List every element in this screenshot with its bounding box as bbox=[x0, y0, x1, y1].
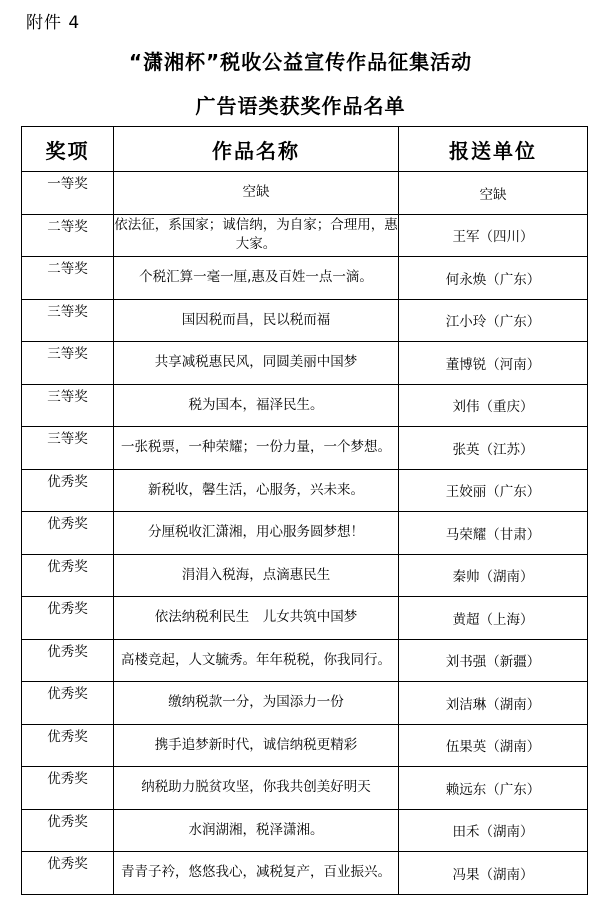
award-cell: 优秀奖 bbox=[22, 682, 114, 725]
award-cell: 二等奖 bbox=[22, 257, 114, 300]
table-row bbox=[22, 384, 588, 427]
table-row bbox=[22, 682, 588, 725]
unit-cell: 马荣耀（甘肃） bbox=[399, 512, 588, 555]
work-cell: 青青子衿，悠悠我心，减税复产，百业振兴。 bbox=[114, 852, 399, 895]
work-cell: 缴纳税款一分，为国添力一份 bbox=[114, 682, 399, 725]
work-cell: 国因税而昌，民以税而福 bbox=[114, 299, 399, 342]
work-cell: 依法纳税利民生 儿女共筑中国梦 bbox=[114, 597, 399, 640]
award-cell: 三等奖 bbox=[22, 342, 114, 385]
table-row bbox=[22, 469, 588, 512]
work-cell: 个税汇算一毫一厘,惠及百姓一点一滴。 bbox=[114, 257, 399, 300]
unit-cell: 赖远东（广东） bbox=[399, 767, 588, 810]
table-row bbox=[22, 427, 588, 470]
unit-cell: 江小玲（广东） bbox=[399, 299, 588, 342]
unit-cell: 黄超（上海） bbox=[399, 597, 588, 640]
table-row bbox=[22, 512, 588, 555]
table-row bbox=[22, 554, 588, 597]
table-header-row bbox=[22, 127, 588, 172]
header-award: 奖项 bbox=[22, 127, 114, 172]
table-row bbox=[22, 299, 588, 342]
table-row bbox=[22, 767, 588, 810]
award-cell: 一等奖 bbox=[22, 172, 114, 215]
work-cell: 纳税助力脱贫攻坚，你我共创美好明天 bbox=[114, 767, 399, 810]
award-cell: 优秀奖 bbox=[22, 597, 114, 640]
table-row bbox=[22, 257, 588, 300]
unit-cell: 刘伟（重庆） bbox=[399, 384, 588, 427]
unit-cell: 冯果（湖南） bbox=[399, 852, 588, 895]
table-row bbox=[22, 724, 588, 767]
work-cell: 新税收，馨生活，心服务，兴未来。 bbox=[114, 469, 399, 512]
unit-cell: 何永焕（广东） bbox=[399, 257, 588, 300]
award-cell: 三等奖 bbox=[22, 299, 114, 342]
table-row bbox=[22, 342, 588, 385]
unit-cell: 秦帅（湖南） bbox=[399, 554, 588, 597]
unit-cell: 刘洁琳（湖南） bbox=[399, 682, 588, 725]
award-cell: 优秀奖 bbox=[22, 554, 114, 597]
header-unit: 报送单位 bbox=[399, 127, 588, 172]
table-row bbox=[22, 639, 588, 682]
work-cell: 共享减税惠民风，同圆美丽中国梦 bbox=[114, 342, 399, 385]
table-row bbox=[22, 597, 588, 640]
award-cell: 优秀奖 bbox=[22, 512, 114, 555]
document-subtitle: 广告语类获奖作品名单 bbox=[195, 94, 406, 118]
attachment-label: 附件 4 bbox=[26, 13, 81, 33]
unit-cell: 董博锐（河南） bbox=[399, 342, 588, 385]
award-cell: 优秀奖 bbox=[22, 852, 114, 895]
table-row bbox=[22, 214, 588, 257]
work-cell: 依法征，系国家；诚信纳，为自家；合理用，惠大家。 bbox=[114, 214, 399, 257]
award-cell: 二等奖 bbox=[22, 214, 114, 257]
unit-cell: 空缺 bbox=[399, 172, 588, 215]
work-cell: 高楼竞起，人文毓秀。年年税税，你我同行。 bbox=[114, 639, 399, 682]
work-cell: 税为国本，福泽民生。 bbox=[114, 384, 399, 427]
table-row bbox=[22, 172, 588, 215]
work-cell: 空缺 bbox=[114, 172, 399, 215]
header-work: 作品名称 bbox=[114, 127, 399, 172]
awards-table bbox=[21, 126, 588, 895]
table-row bbox=[22, 852, 588, 895]
award-cell: 优秀奖 bbox=[22, 639, 114, 682]
award-cell: 优秀奖 bbox=[22, 469, 114, 512]
unit-cell: 王姣丽（广东） bbox=[399, 469, 588, 512]
work-cell: 一张税票，一种荣耀；一份力量，一个梦想。 bbox=[114, 427, 399, 470]
unit-cell: 伍果英（湖南） bbox=[399, 724, 588, 767]
award-cell: 三等奖 bbox=[22, 384, 114, 427]
unit-cell: 田禾（湖南） bbox=[399, 809, 588, 852]
work-cell: 携手追梦新时代，诚信纳税更精彩 bbox=[114, 724, 399, 767]
unit-cell: 王军（四川） bbox=[399, 214, 588, 257]
table-row bbox=[22, 809, 588, 852]
unit-cell: 刘书强（新疆） bbox=[399, 639, 588, 682]
award-cell: 优秀奖 bbox=[22, 724, 114, 767]
work-cell: 分厘税收汇潇湘，用心服务圆梦想！ bbox=[114, 512, 399, 555]
document-title: “潇湘杯”税收公益宣传作品征集活动 bbox=[128, 50, 473, 74]
unit-cell: 张英（江苏） bbox=[399, 427, 588, 470]
award-cell: 三等奖 bbox=[22, 427, 114, 470]
award-cell: 优秀奖 bbox=[22, 809, 114, 852]
award-cell: 优秀奖 bbox=[22, 767, 114, 810]
work-cell: 水润湖湘，税泽潇湘。 bbox=[114, 809, 399, 852]
work-cell: 涓涓入税海，点滴惠民生 bbox=[114, 554, 399, 597]
